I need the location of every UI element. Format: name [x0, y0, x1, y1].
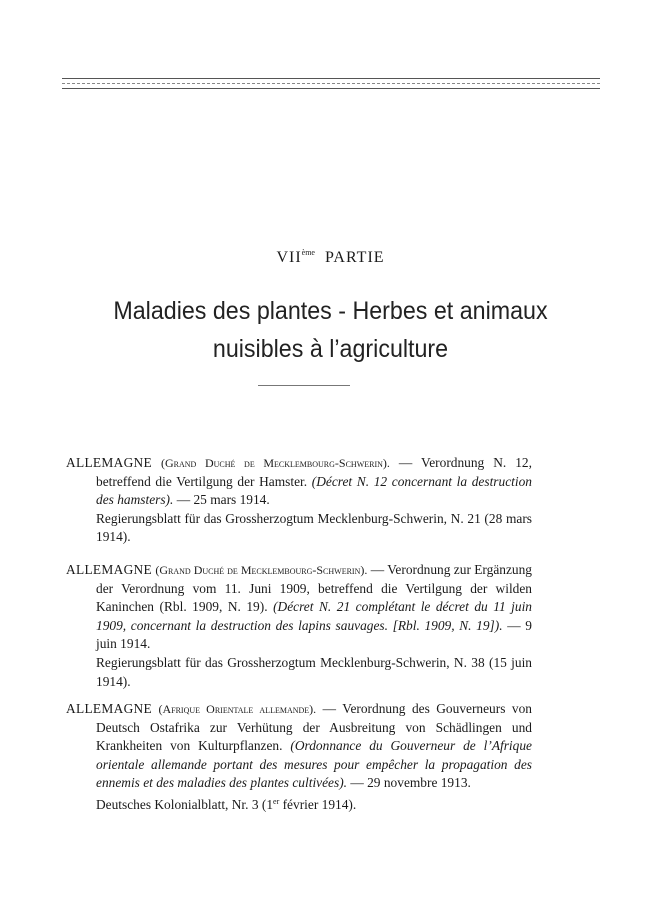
entry-3-source — [66, 793, 532, 815]
entry-3-text-fr: (Ordonnance du Gouverneur de l’Afrique orientale allemande portant des mesures pour empêcher la propagation des ennemis et des maladies des plantes cultivées). — [96, 738, 532, 791]
entry-3-country: ALLEMAGNE — [66, 701, 153, 716]
title-divider — [258, 385, 350, 386]
entry-2-country: ALLEMAGNE — [66, 562, 153, 577]
entry-2-region: (Grand Duché de Mecklembourg-Schwerin). — [155, 563, 368, 577]
part-suffix: ème — [301, 248, 315, 257]
entry-3-source-suffix: février 1914). — [279, 796, 357, 812]
header-rule-bottom — [62, 88, 600, 89]
entry-3-source-sup: er — [273, 796, 280, 806]
entry-3-region: (Afrique Orientale allemande). — [158, 702, 317, 716]
header-rule-top — [62, 78, 600, 79]
entry-3 — [66, 700, 532, 815]
entry-1 — [66, 454, 532, 547]
entry-3-date: — 29 novembre 1913. — [350, 775, 471, 791]
entry-2-dash: — — [370, 562, 388, 577]
entry-2-text-de: Verordnung zur Ergänzung der Verordnung vom 11. Juni 1909, betreffend die Vertilgung der wilden Kaninchen (Rbl. 1909, N. 19). — [96, 562, 533, 615]
entry-1-text-fr: (Décret N. 12 concernant la destruction des hamsters). — [96, 473, 532, 508]
entry-2-text-fr: (Décret N. 21 complétant le décret du 11 juin 1909, concernant la destruction des lapins sauvages. [Rbl. 1909, N. 19]). — [96, 599, 532, 633]
entry-1-body — [66, 454, 532, 510]
title-line-2: nuisibles à l’agriculture — [212, 335, 449, 363]
entry-1-date: — 25 mars 1914. — [176, 492, 270, 508]
part-word: PARTIE — [324, 249, 385, 266]
entry-3-dash: — — [322, 701, 343, 716]
header-rule-dashed — [62, 83, 600, 84]
entry-1-region: (Grand Duché de Mecklembourg-Schwerin). — [161, 456, 390, 470]
entry-2 — [66, 561, 532, 691]
entry-3-text-de: Verordnung des Gouverneurs von Deutsch Ostafrika zur Verhütung der Ausbreitung von Schädlingen und Krankheiten von Kulturpflanzen. — [96, 701, 532, 754]
entry-1-country: ALLEMAGNE — [66, 455, 153, 470]
entry-1-text-de: Verordnung N. 12, betreffend die Vertilgung der Hamster. — [96, 455, 532, 489]
entry-2-body — [66, 561, 532, 654]
entry-2-source: Regierungsblatt für das Grossherzogtum Mecklenburg-Schwerin, N. 38 (15 juin 1914). — [96, 654, 532, 689]
title-line-1: Maladies des plantes - Herbes et animaux — [113, 297, 548, 325]
entry-1-dash: — — [398, 455, 422, 470]
entry-2-date: — 9 juin 1914. — [96, 617, 532, 652]
entry-3-source-prefix: Deutsches Kolonialblatt, Nr. 3 (1 — [96, 796, 274, 812]
entry-1-source: Regierungsblatt für das Grossherzogtum Mecklenburg-Schwerin, N. 21 (28 mars 1914). — [96, 510, 532, 545]
part-roman: VII — [276, 249, 302, 266]
section-title — [79, 292, 582, 368]
part-heading — [0, 248, 661, 267]
entry-3-body — [66, 700, 532, 793]
